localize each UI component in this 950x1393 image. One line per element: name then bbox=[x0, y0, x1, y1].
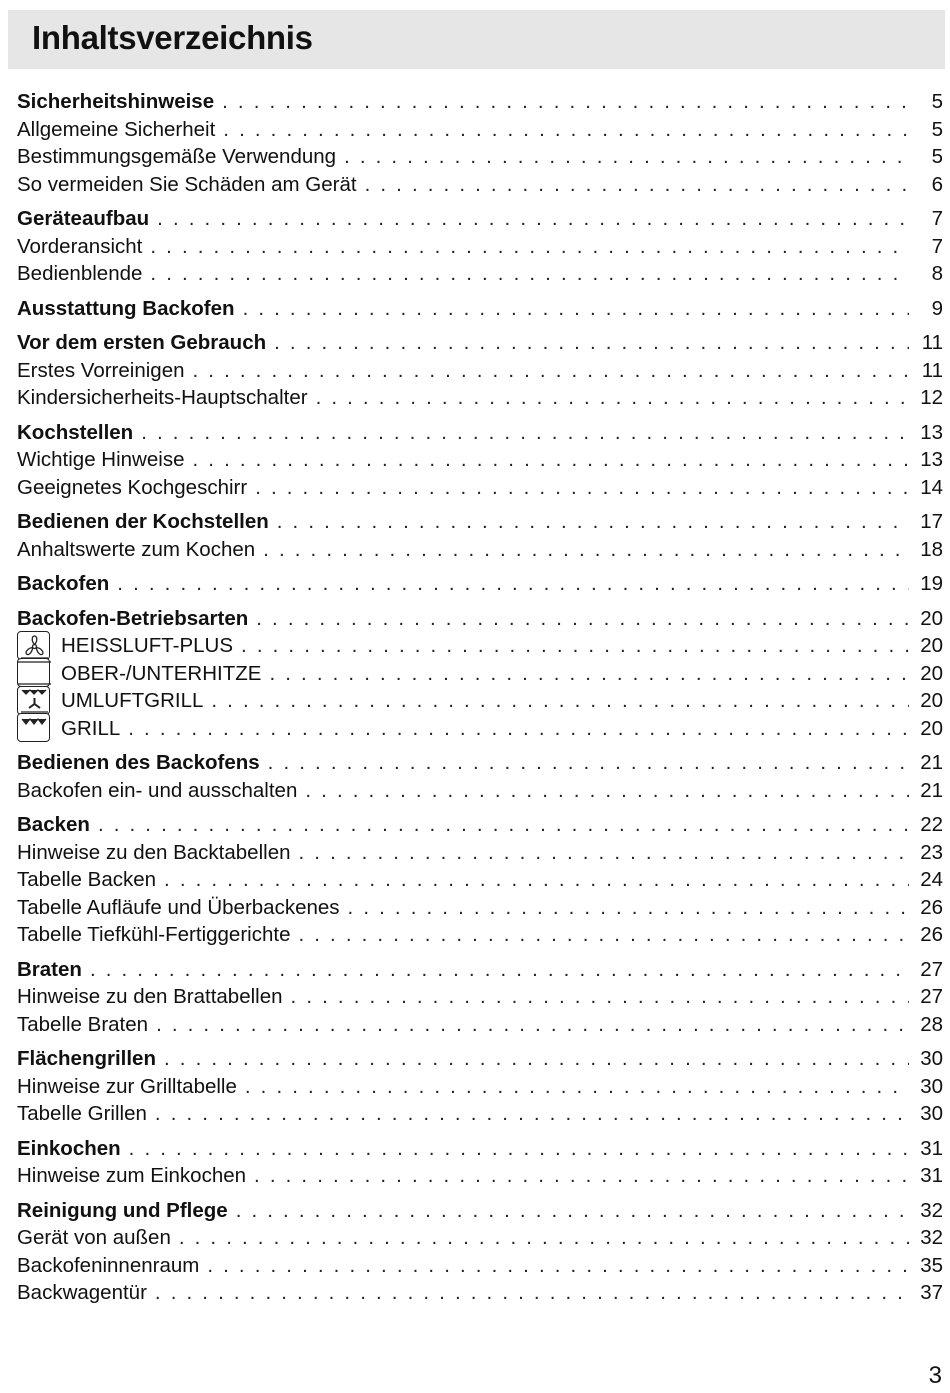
dot-leader bbox=[298, 921, 909, 949]
toc-page-number: 20 bbox=[920, 716, 943, 740]
toc-entry[interactable] bbox=[17, 446, 943, 474]
toc-page-number: 24 bbox=[920, 868, 943, 891]
toc-page-number: 9 bbox=[931, 296, 943, 320]
toc-page-number: 17 bbox=[920, 510, 943, 533]
toc-section bbox=[17, 749, 943, 804]
toc-entry[interactable] bbox=[17, 143, 943, 171]
toc-entry-title: Vorderansicht bbox=[17, 234, 143, 258]
toc-entry-title: Vor dem ersten Gebrauch bbox=[17, 331, 267, 354]
toc-entry[interactable] bbox=[17, 1011, 943, 1039]
toc-section bbox=[17, 605, 943, 743]
dot-leader bbox=[365, 171, 909, 199]
dot-leader bbox=[274, 329, 909, 357]
toc-page-number: 31 bbox=[920, 1164, 943, 1187]
toc-entry[interactable] bbox=[17, 536, 943, 564]
toc-entry[interactable] bbox=[17, 260, 943, 288]
toc-entry[interactable] bbox=[17, 632, 943, 660]
dot-leader bbox=[179, 1224, 909, 1252]
toc-page-number: 5 bbox=[931, 117, 943, 141]
dot-leader bbox=[291, 983, 909, 1011]
dot-leader bbox=[207, 1252, 909, 1280]
dot-leader bbox=[245, 1073, 909, 1101]
toc-heading[interactable] bbox=[17, 570, 943, 598]
toc-entry[interactable] bbox=[17, 777, 943, 805]
toc-section bbox=[17, 1197, 943, 1307]
toc-entry-title: Backen bbox=[17, 813, 90, 836]
toc-entry-title: Kindersicherheits-Hauptschalter bbox=[17, 386, 308, 409]
dot-leader bbox=[157, 205, 909, 233]
toc-page-number: 32 bbox=[920, 1198, 943, 1222]
dot-leader bbox=[223, 116, 909, 144]
toc-page-number: 13 bbox=[920, 420, 943, 444]
toc-heading[interactable] bbox=[17, 1197, 943, 1225]
toc-entry-title: Hinweise zu den Backtabellen bbox=[17, 840, 291, 864]
toc-entry[interactable] bbox=[17, 983, 943, 1011]
toc-heading[interactable] bbox=[17, 419, 943, 447]
toc-heading[interactable] bbox=[17, 329, 943, 357]
toc-heading[interactable] bbox=[17, 749, 943, 777]
toc-page-number: 20 bbox=[920, 689, 943, 712]
toc-entry[interactable] bbox=[17, 839, 943, 867]
toc-section bbox=[17, 295, 943, 323]
toc-entry-title: Braten bbox=[17, 957, 82, 981]
toc-entry[interactable] bbox=[17, 116, 943, 144]
dot-leader bbox=[269, 660, 909, 688]
toc-entry-title: Reinigung und Pflege bbox=[17, 1198, 228, 1222]
toc-entry-title: Tabelle Backen bbox=[17, 868, 157, 891]
toc-page-number: 22 bbox=[920, 813, 943, 836]
toc-entry[interactable] bbox=[17, 1224, 943, 1252]
toc-page-number: 35 bbox=[920, 1253, 943, 1277]
toc-section bbox=[17, 956, 943, 1039]
toc-entry-title: Backofen bbox=[17, 572, 110, 595]
toc-page-number: 14 bbox=[920, 475, 943, 499]
toc-page-number: 7 bbox=[931, 234, 943, 258]
toc-page-number: 27 bbox=[920, 985, 943, 1008]
toc-entry[interactable] bbox=[17, 894, 943, 922]
toc-heading[interactable] bbox=[17, 811, 943, 839]
dot-leader bbox=[254, 1162, 909, 1190]
top-bottom-heat-icon bbox=[17, 658, 50, 687]
page-title: Inhaltsverzeichnis bbox=[32, 19, 313, 56]
table-of-contents bbox=[17, 88, 943, 1314]
toc-entry[interactable] bbox=[17, 233, 943, 261]
header-bar bbox=[8, 10, 945, 69]
dot-leader bbox=[141, 419, 909, 447]
dot-leader bbox=[155, 1100, 909, 1128]
toc-page-number: 13 bbox=[920, 448, 943, 471]
dot-leader bbox=[255, 474, 909, 502]
dot-leader bbox=[98, 811, 909, 839]
toc-entry-title: Wichtige Hinweise bbox=[17, 448, 185, 471]
toc-section bbox=[17, 508, 943, 563]
toc-entry-title: Bedienen der Kochstellen bbox=[17, 510, 269, 533]
toc-page-number: 31 bbox=[920, 1136, 943, 1160]
toc-heading[interactable] bbox=[17, 1135, 943, 1163]
toc-page-number: 30 bbox=[920, 1047, 943, 1070]
toc-heading[interactable] bbox=[17, 1045, 943, 1073]
toc-section bbox=[17, 88, 943, 198]
fan-icon bbox=[17, 631, 50, 660]
dot-leader bbox=[316, 384, 909, 412]
toc-entry-title: Allgemeine Sicherheit bbox=[17, 117, 216, 141]
dot-leader bbox=[150, 260, 909, 288]
toc-entry[interactable] bbox=[17, 384, 943, 412]
toc-heading[interactable] bbox=[17, 605, 943, 633]
toc-entry-title: Sicherheitshinweise bbox=[17, 90, 215, 113]
toc-page-number: 28 bbox=[920, 1012, 943, 1036]
toc-page-number: 21 bbox=[920, 778, 943, 802]
toc-entry[interactable] bbox=[17, 1162, 943, 1190]
grill-icon bbox=[17, 713, 50, 742]
dot-leader bbox=[128, 715, 909, 743]
toc-entry-title: Einkochen bbox=[17, 1136, 121, 1160]
toc-section bbox=[17, 419, 943, 502]
toc-page-number: 7 bbox=[931, 207, 943, 230]
toc-page-number: 11 bbox=[921, 331, 943, 354]
toc-entry-title: Ausstattung Backofen bbox=[17, 296, 235, 320]
toc-entry-title: Bedienblende bbox=[17, 262, 143, 285]
toc-entry-title: Tabelle Braten bbox=[17, 1012, 149, 1036]
toc-entry[interactable] bbox=[17, 1279, 943, 1307]
dot-leader bbox=[241, 632, 909, 660]
dot-leader bbox=[256, 605, 909, 633]
toc-heading[interactable] bbox=[17, 508, 943, 536]
dot-leader bbox=[277, 508, 909, 536]
dot-leader bbox=[192, 446, 909, 474]
toc-entry-title: Backwagentür bbox=[17, 1281, 147, 1304]
dot-leader bbox=[243, 295, 909, 323]
dot-leader bbox=[117, 570, 909, 598]
toc-entry-title: OBER-/UNTERHITZE bbox=[61, 661, 262, 685]
page-number: 3 bbox=[928, 1362, 942, 1389]
toc-page-number: 20 bbox=[920, 634, 943, 657]
toc-entry-title: Hinweise zu den Brattabellen bbox=[17, 985, 283, 1008]
dot-leader bbox=[164, 1045, 909, 1073]
toc-entry[interactable] bbox=[17, 357, 943, 385]
toc-heading[interactable] bbox=[17, 205, 943, 233]
toc-page-number: 37 bbox=[920, 1281, 943, 1304]
toc-entry-title: Bedienen des Backofens bbox=[17, 751, 260, 774]
toc-entry-title: Anhaltswerte zum Kochen bbox=[17, 537, 256, 561]
toc-entry-title: So vermeiden Sie Schäden am Gerät bbox=[17, 172, 357, 196]
toc-entry-title: Backofen-Betriebsarten bbox=[17, 606, 249, 630]
toc-entry[interactable] bbox=[17, 866, 943, 894]
dot-leader bbox=[155, 1279, 909, 1307]
toc-page-number: 8 bbox=[931, 262, 943, 285]
toc-page-number: 26 bbox=[920, 923, 943, 946]
dot-leader bbox=[348, 894, 909, 922]
dot-leader bbox=[268, 749, 909, 777]
toc-page-number: 19 bbox=[920, 572, 943, 595]
toc-page-number: 23 bbox=[920, 840, 943, 864]
toc-page-number: 26 bbox=[920, 895, 943, 919]
toc-entry-title: Geräteaufbau bbox=[17, 207, 150, 230]
toc-entry[interactable] bbox=[17, 921, 943, 949]
toc-heading[interactable] bbox=[17, 956, 943, 984]
dot-leader bbox=[129, 1135, 909, 1163]
toc-entry-title: Kochstellen bbox=[17, 420, 134, 444]
toc-section bbox=[17, 1135, 943, 1190]
toc-entry-title: GRILL bbox=[61, 716, 121, 740]
toc-entry[interactable] bbox=[17, 171, 943, 199]
toc-entry-title: Hinweise zum Einkochen bbox=[17, 1164, 247, 1187]
toc-page-number: 21 bbox=[920, 751, 943, 774]
toc-entry[interactable] bbox=[17, 660, 943, 688]
convection-grill-icon bbox=[17, 686, 50, 715]
dot-leader bbox=[344, 143, 909, 171]
toc-entry-title: Tabelle Tiefkühl-Fertiggerichte bbox=[17, 923, 291, 946]
toc-entry-title: Erstes Vorreinigen bbox=[17, 358, 185, 382]
toc-page-number: 20 bbox=[920, 606, 943, 630]
toc-entry[interactable] bbox=[17, 1073, 943, 1101]
toc-entry-title: Tabelle Grillen bbox=[17, 1102, 147, 1125]
toc-page-number: 27 bbox=[920, 957, 943, 981]
toc-entry-title: Hinweise zur Grilltabelle bbox=[17, 1074, 237, 1098]
dot-leader bbox=[211, 687, 909, 715]
toc-section bbox=[17, 811, 943, 949]
toc-page-number: 11 bbox=[921, 358, 943, 382]
toc-section bbox=[17, 329, 943, 412]
toc-entry-title: Bestimmungsgemäße Verwendung bbox=[17, 145, 337, 168]
dot-leader bbox=[164, 866, 909, 894]
toc-entry-title: UMLUFTGRILL bbox=[61, 689, 204, 712]
dot-leader bbox=[299, 839, 910, 867]
toc-heading[interactable] bbox=[17, 295, 943, 323]
dot-leader bbox=[263, 536, 909, 564]
dot-leader bbox=[222, 88, 909, 116]
toc-entry[interactable] bbox=[17, 474, 943, 502]
toc-page-number: 6 bbox=[931, 172, 943, 196]
dot-leader bbox=[236, 1197, 909, 1225]
toc-entry-title: Tabelle Aufläufe und Überbackenes bbox=[17, 895, 340, 919]
toc-entry[interactable] bbox=[17, 715, 943, 743]
toc-entry-title: Flächengrillen bbox=[17, 1047, 156, 1070]
toc-page-number: 20 bbox=[920, 661, 943, 685]
toc-page-number: 30 bbox=[920, 1102, 943, 1125]
toc-entry-title: Geeignetes Kochgeschirr bbox=[17, 475, 248, 499]
toc-section bbox=[17, 1045, 943, 1128]
toc-entry[interactable] bbox=[17, 1100, 943, 1128]
dot-leader bbox=[90, 956, 909, 984]
toc-page-number: 5 bbox=[931, 90, 943, 113]
toc-page-number: 18 bbox=[920, 537, 943, 561]
toc-page-number: 12 bbox=[920, 386, 943, 409]
toc-heading[interactable] bbox=[17, 88, 943, 116]
toc-entry-title: Gerät von außen bbox=[17, 1226, 171, 1249]
toc-page-number: 5 bbox=[931, 145, 943, 168]
toc-entry[interactable] bbox=[17, 687, 943, 715]
toc-section bbox=[17, 205, 943, 288]
dot-leader bbox=[150, 233, 909, 261]
toc-section bbox=[17, 570, 943, 598]
dot-leader bbox=[193, 357, 909, 385]
toc-entry[interactable] bbox=[17, 1252, 943, 1280]
toc-entry-title: Backofen ein- und ausschalten bbox=[17, 778, 298, 802]
toc-entry-title: Backofeninnenraum bbox=[17, 1253, 200, 1277]
dot-leader bbox=[305, 777, 909, 805]
toc-page-number: 32 bbox=[920, 1226, 943, 1249]
dot-leader bbox=[156, 1011, 909, 1039]
toc-page-number: 30 bbox=[920, 1074, 943, 1098]
toc-entry-title: HEISSLUFT-PLUS bbox=[61, 634, 234, 657]
